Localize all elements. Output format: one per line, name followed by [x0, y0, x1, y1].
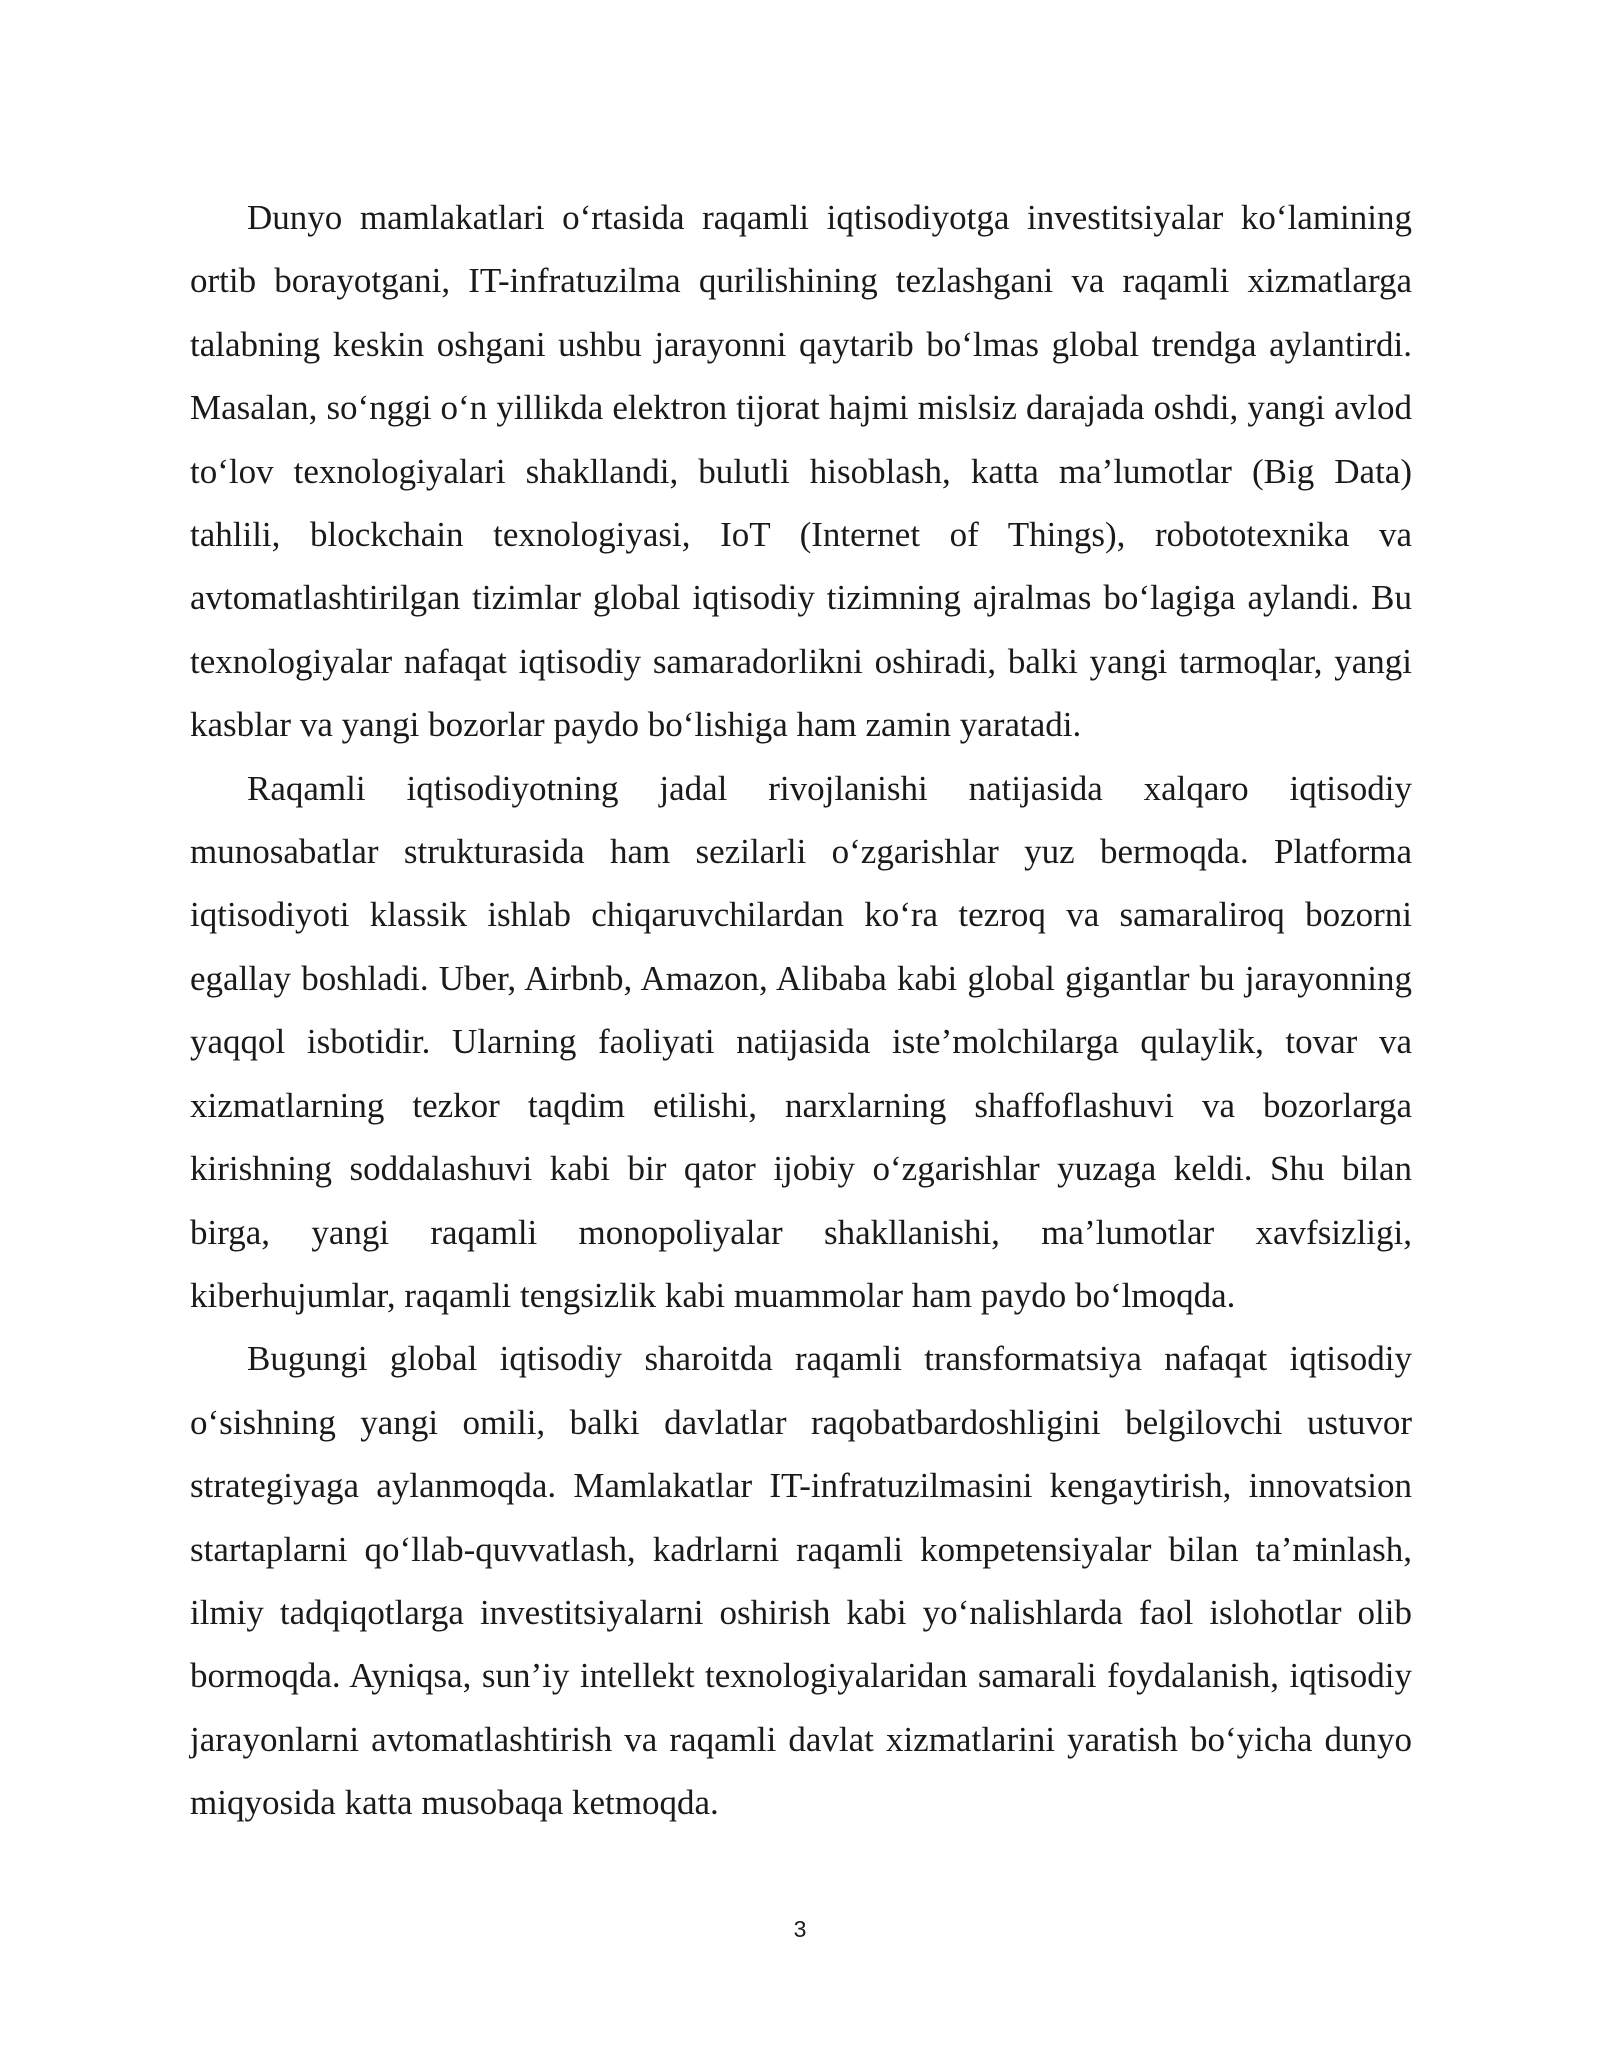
paragraph-1: Dunyo mamlakatlari o‘rtasida raqamli iqtisodiyotga investitsiyalar ko‘lamining ortib borayotgani, IT-infratuzilma qurilishining tezlashgani va raqamli xizmatlarga talabning keskin oshgani ushbu jarayonni qaytarib bo‘lmas global trendga aylantirdi. Masalan, so‘nggi o‘n yillikda elektron tijorat hajmi mislsiz darajada oshdi, yangi avlod to‘lov texnologiyalari shakllandi, bulutli hisoblash, katta ma’lumotlar (Big Data) tahlili, blockchain texnologiyasi, IoT (Internet of Things), robototexnika va avtomatlashtirilgan tizimlar global iqtisodiy tizimning ajralmas bo‘lagiga aylandi. Bu texnologiyalar nafaqat iqtisodiy samaradorlikni oshiradi, balki yangi tarmoqlar, yangi kasblar va yangi bozorlar paydo bo‘lishiga ham zamin yaratadi. — [190, 198, 1412, 745]
body-text — [190, 186, 1412, 1835]
paragraph-2: Raqamli iqtisodiyotning jadal rivojlanishi natijasida xalqaro iqtisodiy munosabatlar strukturasida ham sezilarli o‘zgarishlar yuz bermoqda. Platforma iqtisodiyoti klassik ishlab chiqaruvchilardan ko‘ra tezroq va samaraliroq bozorni egallay boshladi. Uber, Airbnb, Amazon, Alibaba kabi global gigantlar bu jarayonning yaqqol isbotidir. Ularning faoliyati natijasida iste’molchilarga qulaylik, tovar va xizmatlarning tezkor taqdim etilishi, narxlarning shaffoflashuvi va bozorlarga kirishning soddalashuvi kabi bir qator ijobiy o‘zgarishlar yuzaga keldi. Shu bilan birga, yangi raqamli monopoliyalar shakllanishi, ma’lumotlar xavfsizligi, kiberhujumlar, raqamli tengsizlik kabi muammolar ham paydo bo‘lmoqda. — [190, 768, 1412, 1315]
page-number: 3 — [793, 1916, 807, 1942]
paragraph-3: Bugungi global iqtisodiy sharoitda raqamli transformatsiya nafaqat iqtisodiy o‘sishning yangi omili, balki davlatlar raqobatbardoshligini belgilovchi ustuvor strategiyaga aylanmoqda. Mamlakatlar IT-infratuzilmasini kengaytirish, innovatsion startaplarni qo‘llab-quvvatlash, kadrlarni raqamli kompetensiyalar bilan ta’minlash, ilmiy tadqiqotlarga investitsiyalarni oshirish kabi yo‘nalishlarda faol islohotlar olib bormoqda. Ayniqsa, sun’iy intellekt texnologiyalaridan samarali foydalanish, iqtisodiy jarayonlarni avtomatlashtirish va raqamli davlat xizmatlarini yaratish bo‘yicha dunyo miqyosida katta musobaqa ketmoqda. — [190, 1339, 1412, 1823]
